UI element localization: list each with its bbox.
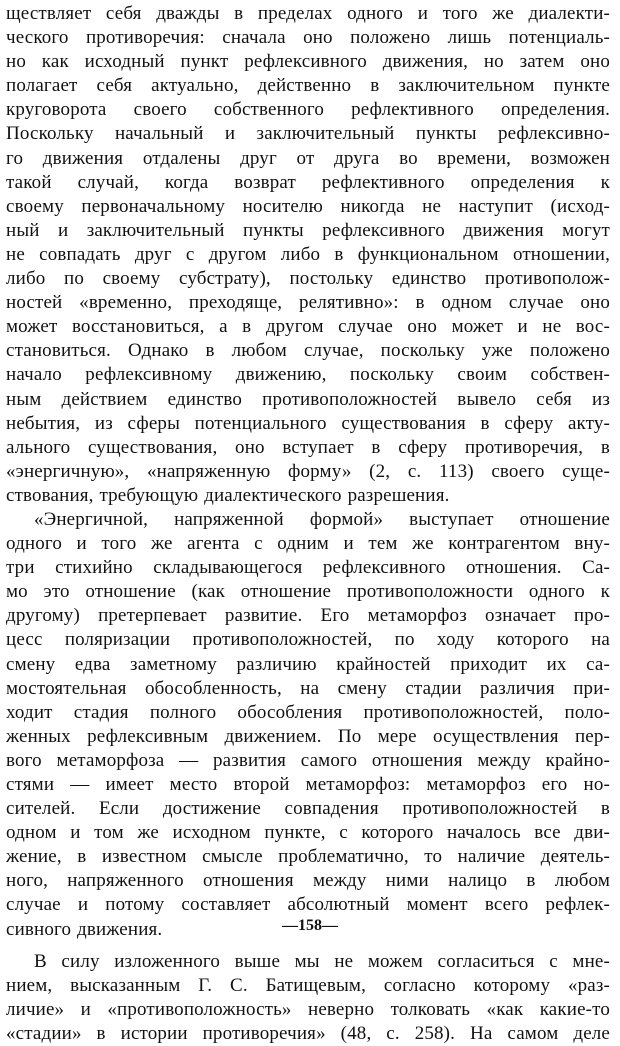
text-line: ческого противоречия: сначала оно положено лишь потенциаль- bbox=[6, 27, 610, 49]
text-line: стями — имеет место второй метаморфоз: метаморфоз его но- bbox=[6, 774, 610, 795]
page-number: —158— bbox=[282, 917, 338, 934]
body-text bbox=[6, 2, 610, 1046]
text-line: «Энергичной, напряженной формой» выступает отношение bbox=[34, 508, 610, 530]
text-line: такой случай, когда возврат рефлективного определения к bbox=[6, 171, 610, 193]
text-line: ществляет себя дважды в пределах одного и того же диалекти- bbox=[6, 3, 610, 24]
text-line: мостоятельная обособленность, на смену стадии различия при- bbox=[6, 677, 610, 699]
text-line: три стихийно складывающегося рефлексивного отношения. Са- bbox=[6, 557, 610, 579]
paragraph-2 bbox=[6, 508, 610, 942]
text-line: одного и того же агента с одним и тем же контрагентом вну- bbox=[6, 533, 610, 555]
text-line: жение, в известном смысле проблематично, то наличие деятель- bbox=[6, 846, 610, 868]
paragraph-1 bbox=[6, 2, 610, 508]
text-line: вого метаморфоза — развития самого отношения между крайно- bbox=[6, 749, 610, 771]
text-line: ствования, требующую диалектического разрешения. bbox=[6, 484, 450, 506]
text-line: В силу изложенного выше мы не можем согласиться с мне- bbox=[34, 950, 610, 972]
text-line: начало рефлексивному движению, поскольку своим собствен- bbox=[6, 364, 610, 386]
text-line: либо по своему субстрату), постольку единство противополож- bbox=[6, 268, 610, 290]
text-line: ального существования, оно вступает в сферу противоречия, в bbox=[6, 436, 610, 458]
text-line: но как исходный пункт рефлексивного движения, но затем оно bbox=[6, 51, 610, 73]
text-line: полагает себя актуально, действенно в заключительном пункте bbox=[6, 75, 610, 97]
text-line: го движения отдалены друг от друга во времени, возможен bbox=[6, 147, 610, 169]
text-line: ный и заключительный пункты рефлексивного движения могут bbox=[6, 219, 610, 241]
text-line: нием, высказанным Г. С. Батищевым, согласно которому «раз- bbox=[6, 974, 610, 996]
text-line: случае и потому составляет абсолютный момент всего рефлек- bbox=[6, 894, 610, 916]
text-line: мо это отношение (как отношение противоположности одного к bbox=[6, 581, 610, 603]
text-line: ностей «временно, преходяще, релятивно»: в одном случае оно bbox=[6, 292, 610, 314]
text-line: становиться. Однако в любом случае, поскольку уже положено bbox=[6, 340, 610, 362]
text-line: женных рефлексивным движением. По мере осуществления пер- bbox=[6, 725, 610, 747]
text-line: не совпадать друг с другом либо в функциональном отношении, bbox=[6, 243, 610, 265]
paragraph-3 bbox=[6, 950, 610, 1046]
text-line: ным действием единство противоположностей вывело себя из bbox=[6, 388, 610, 410]
text-line: сивного движения. bbox=[6, 918, 163, 940]
text-line: одном и том же исходном пункте, с которого началось все дви- bbox=[6, 822, 610, 844]
text-line: «стадии» в истории противоречия» (48, с. 258). На самом деле bbox=[6, 1022, 610, 1044]
text-line: смену едва заметному различию крайностей приходит их са- bbox=[6, 653, 610, 675]
text-line: небытия, из сферы потенциального существования в сферу акту- bbox=[6, 412, 610, 434]
text-line: Поскольку начальный и заключительный пункты рефлексивно- bbox=[6, 123, 610, 145]
text-line: «энергичную», «напряженную форму» (2, с. 113) своего суще- bbox=[6, 460, 610, 482]
text-line: ходит стадия полного обособления противоположностей, поло- bbox=[6, 701, 610, 723]
text-line: ного, напряженного отношения между ними налицо в любом bbox=[6, 870, 610, 892]
text-line: может восстановиться, а в другом случае оно может и не вос- bbox=[6, 316, 610, 338]
text-line: своему первоначальному носителю никогда не наступит (исход- bbox=[6, 195, 610, 217]
text-line: круговорота своего собственного рефлективного определения. bbox=[6, 99, 610, 121]
text-line: сителей. Если достижение совпадения противоположностей в bbox=[6, 798, 610, 820]
text-line: другому) претерпевает развитие. Его метаморфоз означает про- bbox=[6, 605, 610, 627]
text-line: цесс поляризации противоположностей, по ходу которого на bbox=[6, 629, 610, 651]
text-line: личие» и «противоположность» неверно толковать «как какие-то bbox=[6, 998, 610, 1020]
